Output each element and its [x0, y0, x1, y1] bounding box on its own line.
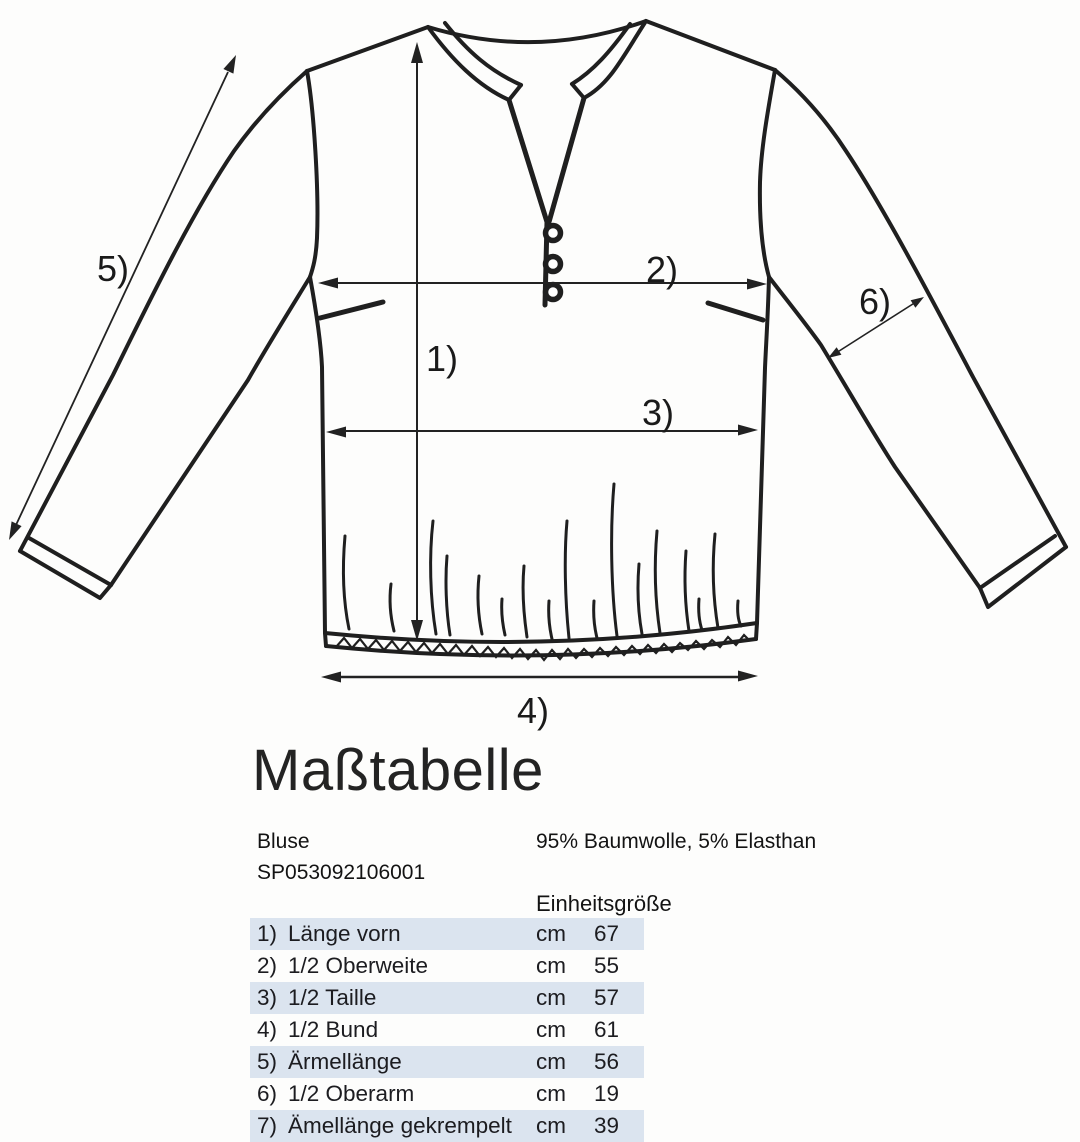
measure-label-6: 6) — [859, 281, 892, 322]
measure-label-5: 5) — [97, 248, 130, 289]
right-side-seam — [757, 277, 769, 623]
row-label: Ämellänge gekrempelt — [288, 1113, 512, 1138]
button-icon — [546, 226, 561, 241]
right-sleeve-outer — [775, 70, 1066, 547]
arrow-5-sleeve-length — [9, 55, 236, 540]
left-shoulder-seam — [307, 27, 428, 71]
row-number: 2) — [257, 953, 278, 978]
measure-label-2: 2) — [646, 249, 679, 290]
measure-label-3: 3) — [642, 392, 675, 433]
row-label: 1/2 Bund — [288, 1017, 379, 1042]
placket-v-right — [549, 98, 584, 222]
hem-gather-lines — [343, 484, 741, 639]
row-value: 67 — [594, 921, 620, 946]
row-value: 57 — [594, 985, 620, 1010]
right-dart-mark — [708, 303, 763, 320]
right-shoulder-seam — [646, 21, 775, 70]
measure-label-1: 1) — [426, 338, 459, 379]
arrow-1-front-length — [411, 42, 423, 641]
table-row — [250, 1014, 644, 1046]
left-sleeve-outer — [20, 71, 307, 551]
left-armscye — [307, 71, 317, 277]
table-row — [250, 950, 644, 982]
row-number: 7) — [257, 1113, 278, 1138]
left-sleeve-inner — [111, 277, 310, 585]
measurement-arrows — [9, 42, 924, 683]
row-unit: cm — [536, 1049, 566, 1074]
blouse-outline — [20, 21, 1066, 655]
row-value: 19 — [594, 1081, 620, 1106]
size-column-header: Einheitsgröße — [536, 891, 672, 916]
table-row — [250, 918, 644, 950]
table-row — [250, 1046, 644, 1078]
hem-band-top — [325, 623, 757, 642]
table-row — [250, 1078, 644, 1110]
row-value: 39 — [594, 1113, 620, 1138]
row-label: 1/2 Taille — [288, 985, 377, 1010]
row-number: 6) — [257, 1081, 278, 1106]
collar-band-right-cap — [572, 84, 584, 98]
row-unit: cm — [536, 953, 566, 978]
row-value: 55 — [594, 953, 620, 978]
left-dart-mark — [320, 302, 383, 318]
button-icon — [546, 285, 561, 300]
placket-v-left — [509, 100, 547, 222]
row-unit: cm — [536, 985, 566, 1010]
arrow-4-half-hem — [321, 671, 758, 683]
page-title: Maßtabelle — [252, 738, 544, 803]
row-unit: cm — [536, 1113, 566, 1138]
row-unit: cm — [536, 1017, 566, 1042]
collar-band-left-inner — [445, 23, 521, 85]
row-number: 3) — [257, 985, 278, 1010]
right-armscye — [760, 70, 775, 277]
button-icon — [546, 257, 561, 272]
article-number: SP053092106001 — [257, 861, 426, 884]
measurement-table — [250, 918, 644, 1142]
measure-label-4: 4) — [517, 690, 550, 731]
row-number: 4) — [257, 1017, 278, 1042]
row-number: 1) — [257, 921, 278, 946]
table-row — [250, 982, 644, 1014]
arrow-3-half-waist — [326, 425, 758, 438]
collar-band-left-cap — [509, 85, 521, 100]
material-composition: 95% Baumwolle, 5% Elasthan — [536, 830, 817, 853]
row-unit: cm — [536, 921, 566, 946]
row-label: Länge vorn — [288, 921, 401, 946]
row-value: 56 — [594, 1049, 620, 1074]
row-label: 1/2 Oberweite — [288, 953, 429, 978]
table-row — [250, 1110, 644, 1142]
row-label: 1/2 Oberarm — [288, 1081, 415, 1106]
right-sleeve-inner — [769, 277, 980, 588]
row-unit: cm — [536, 1081, 566, 1106]
measurement-labels — [97, 248, 891, 731]
product-type: Bluse — [257, 830, 310, 853]
row-value: 61 — [594, 1017, 620, 1042]
row-number: 5) — [257, 1049, 278, 1074]
placket-buttons — [546, 226, 561, 300]
row-label: Ärmellänge — [288, 1049, 402, 1074]
left-side-seam — [310, 277, 325, 633]
arrow-2-half-chest — [318, 278, 767, 290]
